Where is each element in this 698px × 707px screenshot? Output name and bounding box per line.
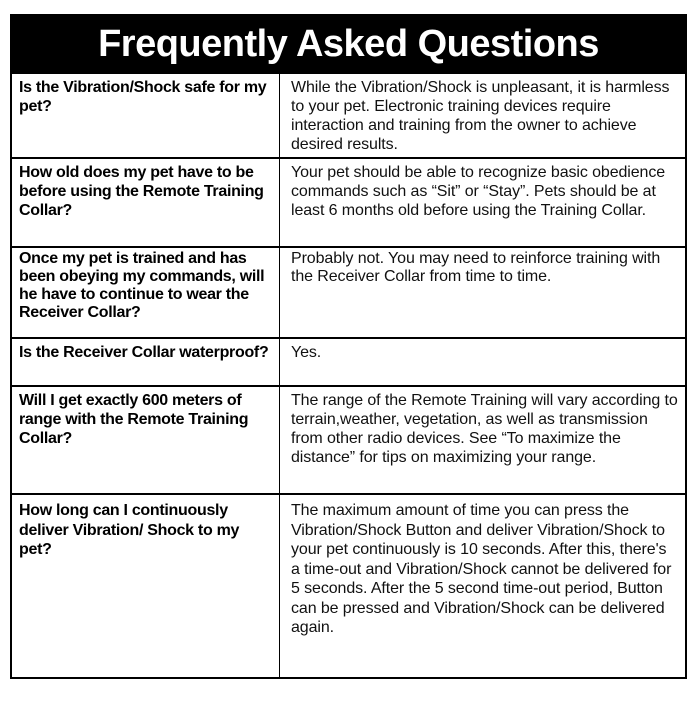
faq-question: How long can I continuously deliver Vibration/ Shock to my pet? xyxy=(12,494,280,677)
faq-question: Is the Receiver Collar waterproof? xyxy=(12,338,280,386)
faq-row xyxy=(12,338,685,386)
faq-row xyxy=(12,247,685,338)
faq-answer: The maximum amount of time you can press the Vibration/Shock Button and deliver Vibration/Shock to your pet continuously is 10 seconds. After this, there's a time-out and Vibration/Shock cannot be delivered for 5 seconds. After the 5 second time-out period, Button can be pressed and Vibration/Shock can be delivered again. xyxy=(280,494,686,677)
faq-question: Once my pet is trained and has been obeying my commands, will he have to continue to wear the Receiver Collar? xyxy=(12,247,280,338)
faq-row xyxy=(12,73,685,158)
faq-title: Frequently Asked Questions xyxy=(12,16,685,72)
faq-answer: Yes. xyxy=(280,338,686,386)
faq-question: How old does my pet have to be before using the Remote Training Collar? xyxy=(12,158,280,247)
faq-answer: Your pet should be able to recognize basic obedience commands such as “Sit” or “Stay”. Pets should be at least 6 months old before using the Training Collar. xyxy=(280,158,686,247)
faq-table xyxy=(12,72,685,677)
faq-answer: Probably not. You may need to reinforce training with the Receiver Collar from time to time. xyxy=(280,247,686,338)
faq-answer: While the Vibration/Shock is unpleasant, it is harmless to your pet. Electronic training devices require interaction and training from the owner to achieve desired results. xyxy=(280,73,686,158)
faq-row xyxy=(12,494,685,677)
faq-question: Is the Vibration/Shock safe for my pet? xyxy=(12,73,280,158)
faq-answer: The range of the Remote Training will vary according to terrain,weather, vegetation, as well as transmission from other radio devices. See “To maximize the distance” for tips on maximizing your range. xyxy=(280,386,686,494)
faq-panel xyxy=(10,14,687,679)
faq-question: Will I get exactly 600 meters of range with the Remote Training Collar? xyxy=(12,386,280,494)
faq-row xyxy=(12,158,685,247)
faq-row xyxy=(12,386,685,494)
